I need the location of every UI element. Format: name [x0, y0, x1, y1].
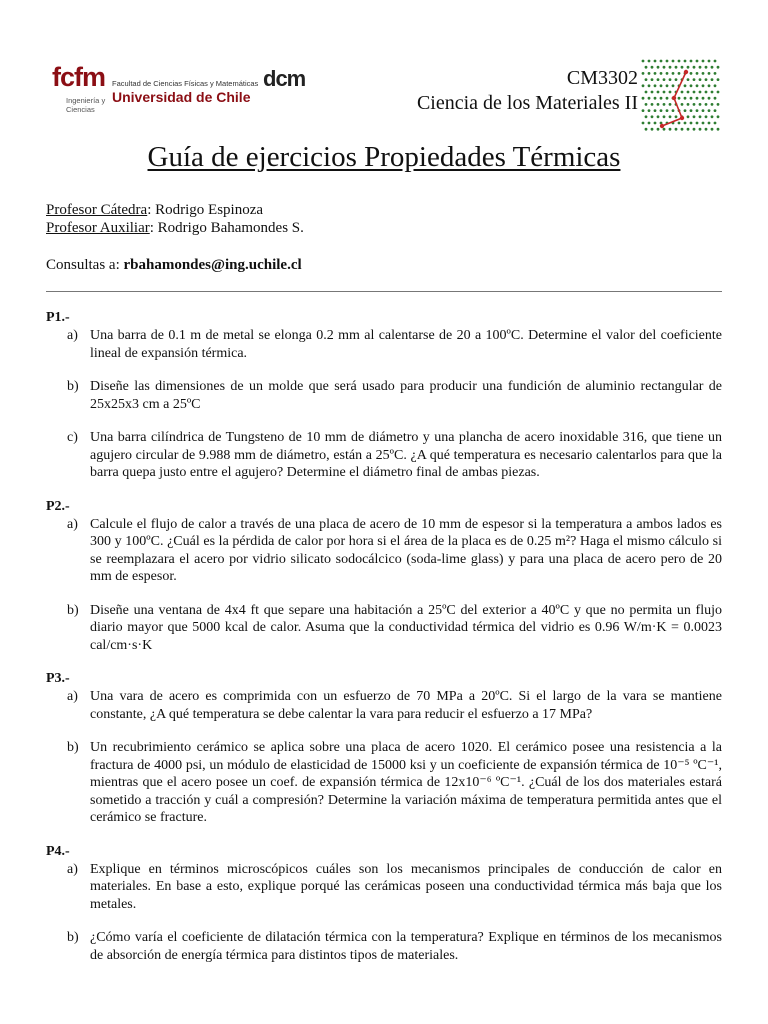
lattice-atom	[654, 122, 657, 125]
lattice-atom	[705, 115, 708, 118]
item-letter: a)	[67, 689, 78, 704]
lattice-atom	[678, 72, 681, 75]
lattice-atom	[654, 109, 657, 112]
lattice-atom	[684, 109, 687, 112]
lattice-atom	[675, 115, 678, 118]
item-text: ¿Cómo varía el coeficiente de dilatación térmica con la temperatura? Explique en términos de los mecanismos de absorción de energía térmica para distintos tipos de materiales.	[90, 930, 722, 963]
item-text: Diseñe una ventana de 4x4 ft que separe una habitación a 25ºC del exterior a 40ºC y que no permita un flujo diario mayor que 5000 kcal de calor. Asuma que la conductividad térmica del vidrio es 0.96 W/m·K = 0.0023 cal/cm·s·K	[90, 602, 722, 653]
item-text: Diseñe las dimensiones de un molde que será usado para producir una fundición de aluminio rectangular de 25x25x3 cm a 25ºC	[90, 379, 722, 412]
lattice-atom	[657, 115, 660, 118]
lattice-atom	[714, 122, 717, 125]
lattice-atom	[690, 122, 693, 125]
lattice-atom	[687, 66, 690, 69]
lattice-atom	[687, 128, 690, 131]
lattice-atom	[705, 128, 708, 131]
lattice-atom	[681, 128, 684, 131]
problem-item	[46, 861, 722, 914]
course-code: CM3302	[566, 67, 638, 89]
lattice-atom	[693, 103, 696, 106]
lattice-atom	[651, 91, 654, 94]
lattice-atom	[705, 91, 708, 94]
lattice-atom	[708, 72, 711, 75]
lattice-atom	[657, 78, 660, 81]
university-name: Universidad de Chile	[112, 89, 251, 105]
page-title	[0, 141, 768, 174]
lattice-atom	[642, 97, 645, 100]
lattice-atom	[669, 115, 672, 118]
problem-label: P1.-	[46, 310, 70, 325]
lattice-highlight-atom	[672, 96, 676, 100]
lattice-atom	[702, 60, 705, 63]
problem-item	[46, 516, 722, 586]
lattice-atom	[690, 109, 693, 112]
lattice-atom	[663, 128, 666, 131]
lattice-atom	[645, 115, 648, 118]
lattice-atom	[666, 97, 669, 100]
lattice-atom	[717, 128, 720, 131]
lattice-atom	[666, 60, 669, 63]
lattice-atom	[684, 122, 687, 125]
item-letter: b)	[67, 379, 79, 394]
lattice-atom	[702, 122, 705, 125]
lattice-atom	[669, 91, 672, 94]
lattice-atom	[669, 128, 672, 131]
consultas-label: Consultas a:	[46, 257, 124, 273]
item-letter: a)	[67, 516, 78, 532]
lattice-atom	[648, 84, 651, 87]
lattice-atom	[708, 84, 711, 87]
problem-label: P2.-	[46, 498, 70, 514]
lattice-atom	[663, 91, 666, 94]
lattice-atom	[696, 97, 699, 100]
lattice-atom	[660, 84, 663, 87]
auxiliar-name: : Rodrigo Bahamondes S.	[149, 220, 304, 236]
lattice-highlight-atom	[684, 70, 688, 74]
lattice-atom	[717, 91, 720, 94]
lattice-atom	[642, 60, 645, 63]
lattice-atom	[699, 66, 702, 69]
lattice-atom	[660, 109, 663, 112]
ingenieria-text: Ingeniería y Ciencias	[66, 96, 106, 114]
lattice-atom	[648, 109, 651, 112]
lattice-atom	[711, 103, 714, 106]
lattice-atom	[672, 72, 675, 75]
lattice-atom	[651, 128, 654, 131]
lattice-atom	[645, 128, 648, 131]
item-letter: a)	[67, 328, 78, 343]
item-letter: c)	[67, 430, 78, 445]
lattice-atom	[660, 97, 663, 100]
consultas-email: rbahamondes@ing.uchile.cl	[123, 257, 302, 273]
lattice-atom	[693, 115, 696, 118]
lattice-atom	[693, 128, 696, 131]
lattice-atom	[693, 66, 696, 69]
problem-4	[46, 843, 722, 965]
lattice-atom	[717, 78, 720, 81]
item-text: Un recubrimiento cerámico se aplica sobre una placa de acero 1020. El cerámico posee una resistencia a la fractura de 4000 psi, un módulo de elasticidad de 15000 ksi y un coeficiente de expansión térmica de 10⁻⁵ ºC⁻¹, mientras que el acero posee un coef. de expansión térmica de 12x10⁻⁶ ºC⁻¹. ¿Cuál de los dos materiales estará sometido a tracción y cuál a compresión? Determine la variación máxima de temperatura permitida antes que el cerámico se fracture.	[90, 740, 722, 825]
lattice-atom	[645, 78, 648, 81]
lattice-atom	[717, 66, 720, 69]
lattice-atom	[690, 60, 693, 63]
lattice-atom	[666, 72, 669, 75]
professor-auxiliar-line	[46, 220, 304, 237]
lattice-atom	[690, 97, 693, 100]
lattice-atom	[711, 91, 714, 94]
lattice-atom	[687, 115, 690, 118]
lattice-atom	[687, 91, 690, 94]
problem-list	[46, 309, 722, 980]
lattice-atom	[663, 115, 666, 118]
item-letter: a)	[67, 861, 78, 877]
lattice-atom	[696, 84, 699, 87]
problem-item	[46, 429, 722, 482]
header-divider	[46, 291, 722, 292]
lattice-atom	[711, 78, 714, 81]
crystal-lattice-icon	[640, 58, 720, 134]
lattice-atom	[657, 91, 660, 94]
problem-item	[46, 327, 722, 362]
course-name: Ciencia de los Materiales II	[416, 92, 638, 114]
page-title-text: Guía de ejercicios Propiedades Térmicas	[147, 141, 621, 173]
lattice-atom	[714, 84, 717, 87]
lattice-atom	[705, 103, 708, 106]
lattice-atom	[705, 66, 708, 69]
problem-item	[46, 688, 722, 723]
lattice-atom	[654, 60, 657, 63]
lattice-highlight-atom	[680, 116, 684, 120]
auxiliar-label: Profesor Auxiliar	[46, 220, 150, 236]
lattice-atom	[687, 103, 690, 106]
lattice-atom	[654, 97, 657, 100]
lattice-atom	[705, 78, 708, 81]
lattice-atom	[648, 122, 651, 125]
consultas-line	[46, 257, 302, 274]
lattice-atom	[699, 128, 702, 131]
lattice-atom	[645, 91, 648, 94]
lattice-highlight-atom	[660, 124, 664, 128]
lattice-atom	[660, 72, 663, 75]
problem-item	[46, 602, 722, 655]
problem-1	[46, 309, 722, 482]
lattice-atom	[711, 66, 714, 69]
lattice-atom	[687, 78, 690, 81]
item-text: Calcule el flujo de calor a través de una placa de acero de 10 mm de espesor si la temperatura a ambos lados es 300 y 100ºC. ¿Cuál es la pérdida de calor por hora si el área de la placa es de 0.25 m²? Haga el mismo cálculo si se reemplazara el acero por vidrio silicato sodocálcico (soda-lime glass) y para una placa de acero pero de 20 mm de espesor.	[90, 516, 722, 584]
problem-2	[46, 498, 722, 655]
lattice-atom	[681, 103, 684, 106]
lattice-atom	[693, 91, 696, 94]
lattice-atom	[642, 72, 645, 75]
lattice-atom	[666, 109, 669, 112]
lattice-atom	[645, 103, 648, 106]
fcfm-logo-text: fcfm	[52, 62, 106, 92]
lattice-atom	[699, 115, 702, 118]
lattice-atom	[642, 84, 645, 87]
lattice-atom	[699, 91, 702, 94]
lattice-atom	[672, 109, 675, 112]
lattice-atom	[714, 72, 717, 75]
lattice-atom	[684, 84, 687, 87]
lattice-atom	[669, 78, 672, 81]
lattice-atom	[696, 122, 699, 125]
catedra-name: : Rodrigo Espinoza	[147, 202, 264, 218]
problem-item	[46, 378, 722, 413]
lattice-atom	[693, 78, 696, 81]
professor-catedra-line	[46, 202, 263, 219]
lattice-atom	[657, 66, 660, 69]
lattice-atom	[651, 115, 654, 118]
lattice-atom	[714, 109, 717, 112]
lattice-atom	[669, 66, 672, 69]
lattice-atom	[699, 78, 702, 81]
lattice-atom	[702, 72, 705, 75]
lattice-atom	[672, 84, 675, 87]
lattice-atom	[684, 60, 687, 63]
problem-label: P3.-	[46, 671, 70, 686]
lattice-atom	[696, 60, 699, 63]
lattice-atom	[717, 103, 720, 106]
lattice-atom	[642, 109, 645, 112]
lattice-atom	[696, 72, 699, 75]
lattice-atom	[690, 72, 693, 75]
dcm-logo-text: dcm	[263, 66, 306, 91]
lattice-atom	[663, 103, 666, 106]
lattice-atom	[642, 122, 645, 125]
lattice-atom	[678, 60, 681, 63]
lattice-atom	[672, 60, 675, 63]
item-text: Una vara de acero es comprimida con un esfuerzo de 70 MPa a 20ºC. Si el largo de la vara se mantiene constante, ¿A qué temperatura se debe calentar la vara para reducir el esfuerzo a 17 MPa?	[90, 689, 722, 722]
lattice-atom	[654, 72, 657, 75]
faculty-name: Facultad de Ciencias Físicas y Matemáticas	[112, 79, 259, 88]
lattice-atom	[708, 109, 711, 112]
lattice-atom	[675, 128, 678, 131]
lattice-atom	[678, 97, 681, 100]
lattice-atom	[708, 122, 711, 125]
lattice-atom	[651, 66, 654, 69]
lattice-atom	[711, 128, 714, 131]
lattice-atom	[690, 84, 693, 87]
lattice-atom	[681, 91, 684, 94]
lattice-atom	[654, 84, 657, 87]
problem-item	[46, 929, 722, 964]
lattice-atom	[684, 97, 687, 100]
lattice-atom	[702, 97, 705, 100]
lattice-atom	[708, 97, 711, 100]
lattice-atom	[702, 84, 705, 87]
lattice-atom	[648, 60, 651, 63]
item-text: Una barra de 0.1 m de metal se elonga 0.2 mm al calentarse de 20 a 100ºC. Determine el valor del coeficiente lineal de expansión térmica.	[90, 328, 722, 361]
lattice-atom	[711, 115, 714, 118]
item-text: Una barra cilíndrica de Tungsteno de 10 mm de diámetro y una plancha de acero inoxidable 316, que tiene un agujero circular de 9.988 mm de diámetro, están a 25ºC. ¿A qué temperatura es necesario calentarlos para que la barra quepa justo entre el agujero? Determine el diámetro final de ambas piezas.	[90, 430, 722, 480]
lattice-atom	[663, 66, 666, 69]
lattice-atom	[651, 103, 654, 106]
lattice-atom	[696, 109, 699, 112]
lattice-atom	[717, 115, 720, 118]
item-letter: b)	[67, 740, 79, 755]
problem-item	[46, 739, 722, 827]
lattice-atom	[648, 72, 651, 75]
lattice-atom	[708, 60, 711, 63]
item-letter: b)	[67, 602, 79, 618]
lattice-atom	[714, 60, 717, 63]
lattice-atom	[648, 97, 651, 100]
lattice-atom	[678, 122, 681, 125]
lattice-atom	[699, 103, 702, 106]
lattice-atom	[702, 109, 705, 112]
item-letter: b)	[67, 930, 79, 945]
lattice-atom	[663, 78, 666, 81]
lattice-atom	[657, 103, 660, 106]
lattice-atom	[681, 66, 684, 69]
lattice-atom	[645, 66, 648, 69]
item-text: Explique en términos microscópicos cuáles son los mecanismos principales de conducción de calor en materiales. En base a esto, explique porqué las cerámicas poseen una conductividad térmica más baja que los metales.	[90, 861, 722, 912]
university-logo	[52, 62, 307, 132]
problem-3	[46, 670, 722, 827]
catedra-label: Profesor Cátedra	[46, 202, 148, 218]
lattice-atom	[669, 103, 672, 106]
lattice-atom	[657, 128, 660, 131]
lattice-atom	[675, 66, 678, 69]
lattice-atom	[666, 84, 669, 87]
problem-label: P4.-	[46, 843, 70, 859]
lattice-atom	[714, 97, 717, 100]
lattice-atom	[660, 60, 663, 63]
lattice-atom	[651, 78, 654, 81]
lattice-atom	[675, 78, 678, 81]
